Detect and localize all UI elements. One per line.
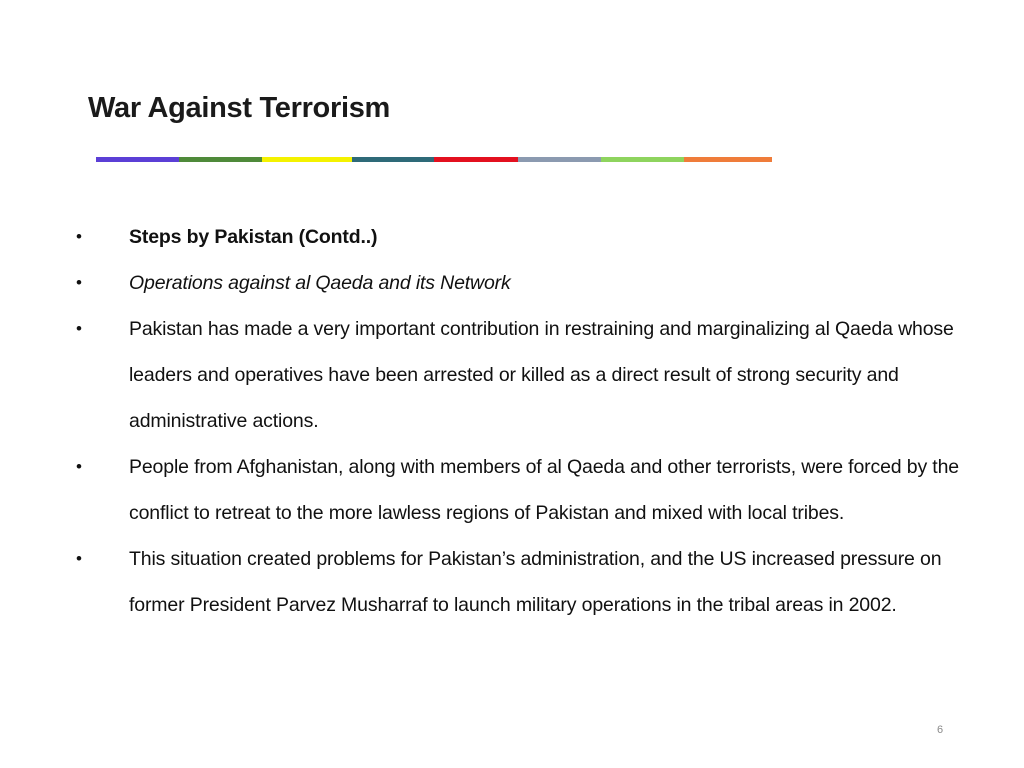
- bullet-item-3: [72, 306, 972, 444]
- page-number: 6: [936, 724, 944, 736]
- color-bar-segment-3: [262, 157, 352, 162]
- bullet-text: People from Afghanistan, along with members of al Qaeda and other terrorists, were forced by the conflict to retreat to the more lawless regions of Pakistan and mixed with local tribes.: [129, 456, 959, 524]
- color-bar-segment-4: [352, 157, 434, 162]
- bullet-dot-icon: •: [76, 549, 82, 568]
- bullet-list: [72, 214, 972, 628]
- title-color-bar: [96, 157, 772, 162]
- bullet-item-1: [72, 214, 972, 260]
- color-bar-segment-8: [684, 157, 772, 162]
- bullet-text: Operations against al Qaeda and its Network: [129, 272, 511, 294]
- bullet-text: Steps by Pakistan (Contd..): [129, 226, 378, 248]
- bullet-item-5: [72, 536, 972, 628]
- slide-title: War Against Terrorism: [88, 92, 391, 124]
- color-bar-segment-1: [96, 157, 179, 162]
- bullet-text: Pakistan has made a very important contribution in restraining and marginalizing al Qaeda whose leaders and operatives have been arrested or killed as a direct result of strong security and administrative actions.: [129, 318, 954, 432]
- bullet-item-2: [72, 260, 972, 306]
- bullet-text: This situation created problems for Pakistan’s administration, and the US increased pressure on former President Parvez Musharraf to launch military operations in the tribal areas in 2002.: [129, 548, 942, 616]
- bullet-dot-icon: •: [76, 457, 82, 476]
- color-bar-segment-7: [601, 157, 684, 162]
- bullet-dot-icon: •: [76, 227, 82, 246]
- bullet-dot-icon: •: [76, 273, 82, 292]
- color-bar-segment-5: [434, 157, 518, 162]
- color-bar-segment-2: [179, 157, 262, 162]
- bullet-item-4: [72, 444, 972, 536]
- color-bar-segment-6: [518, 157, 601, 162]
- bullet-dot-icon: •: [76, 319, 82, 338]
